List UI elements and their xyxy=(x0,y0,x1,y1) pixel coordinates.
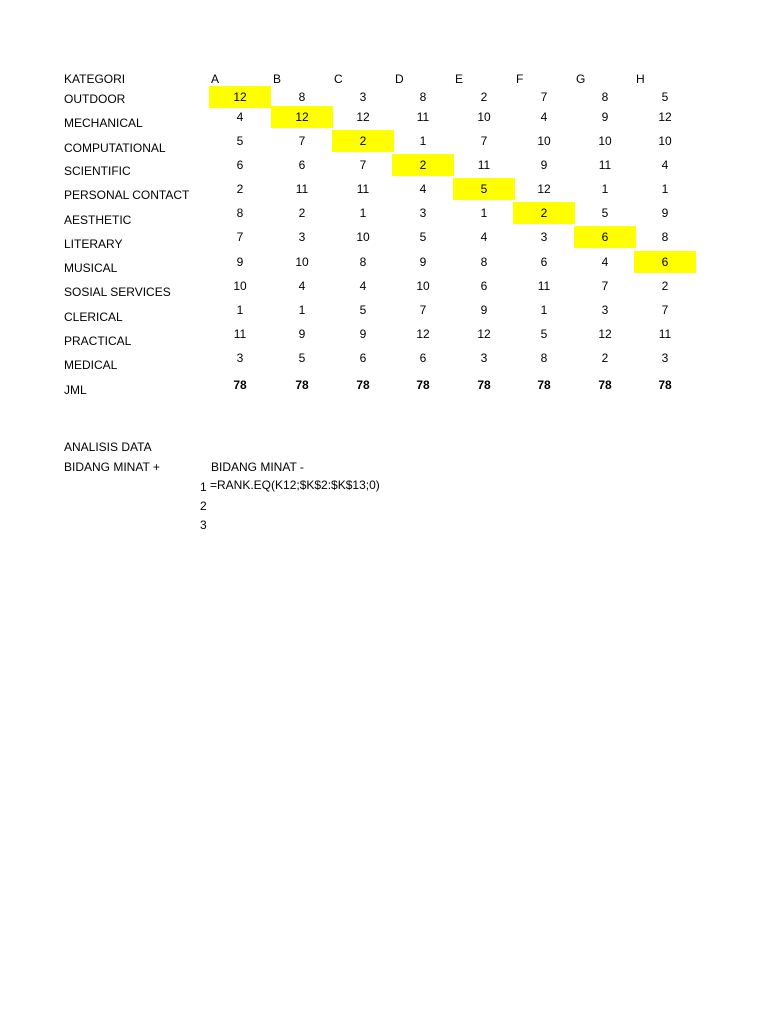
highlighted-cell[interactable]: 12 xyxy=(271,106,333,128)
table-cell[interactable]: 3 xyxy=(298,230,306,244)
table-cell[interactable]: 5 xyxy=(661,90,669,104)
rank-formula-cell[interactable]: =RANK.EQ(K12;$K$2:$K$13;0) xyxy=(210,478,380,492)
table-cell[interactable]: 3 xyxy=(419,206,427,220)
table-cell[interactable]: 8 xyxy=(298,90,306,104)
table-cell[interactable]: 10 xyxy=(356,230,370,244)
table-cell[interactable]: 10 xyxy=(233,279,247,293)
column-header-e: E xyxy=(455,72,464,86)
total-cell[interactable]: 78 xyxy=(416,378,430,392)
table-cell[interactable]: 12 xyxy=(477,327,491,341)
table-cell[interactable]: 4 xyxy=(661,158,669,172)
column-header-d: D xyxy=(395,72,404,86)
table-cell[interactable]: 4 xyxy=(359,279,367,293)
table-cell[interactable]: 7 xyxy=(298,134,306,148)
table-cell[interactable]: 4 xyxy=(540,110,548,124)
highlighted-cell[interactable]: 12 xyxy=(209,86,271,108)
table-cell[interactable]: 10 xyxy=(477,110,491,124)
table-cell[interactable]: 11 xyxy=(658,327,672,341)
table-cell[interactable]: 1 xyxy=(480,206,488,220)
column-header-f: F xyxy=(516,72,524,86)
table-cell[interactable]: 9 xyxy=(298,327,306,341)
table-cell[interactable]: 1 xyxy=(236,303,244,317)
table-cell[interactable]: 6 xyxy=(298,158,306,172)
table-cell[interactable]: 10 xyxy=(416,279,430,293)
table-cell[interactable]: 9 xyxy=(661,206,669,220)
row-label: LITERARY xyxy=(64,237,123,251)
row-label: OUTDOOR xyxy=(64,92,126,106)
row-label: SOSIAL SERVICES xyxy=(64,285,171,299)
table-cell[interactable]: 4 xyxy=(419,182,427,196)
table-cell[interactable]: 8 xyxy=(601,90,609,104)
table-cell[interactable]: 11 xyxy=(416,110,430,124)
table-cell[interactable]: 7 xyxy=(359,158,367,172)
table-cell[interactable]: 11 xyxy=(233,327,247,341)
table-cell[interactable]: 4 xyxy=(480,230,488,244)
highlighted-cell[interactable]: 5 xyxy=(453,178,515,200)
table-cell[interactable]: 9 xyxy=(236,255,244,269)
column-header-b: B xyxy=(273,72,282,86)
highlighted-cell[interactable]: 6 xyxy=(634,251,696,273)
table-cell[interactable]: 1 xyxy=(419,134,427,148)
table-cell[interactable]: 6 xyxy=(236,158,244,172)
total-cell[interactable]: 78 xyxy=(233,378,247,392)
analysis-title: ANALISIS DATA xyxy=(64,440,152,454)
rank-number: 2 xyxy=(200,499,207,513)
rank-number: 1 xyxy=(200,480,207,494)
table-cell[interactable]: 9 xyxy=(419,255,427,269)
category-header: KATEGORI xyxy=(64,72,126,86)
table-cell[interactable]: 4 xyxy=(236,110,244,124)
table-cell[interactable]: 2 xyxy=(236,182,244,196)
table-cell[interactable]: 2 xyxy=(298,206,306,220)
row-label: PERSONAL CONTACT xyxy=(64,188,190,202)
bidang-minat-plus-label: BIDANG MINAT + xyxy=(64,460,160,474)
row-label: CLERICAL xyxy=(64,310,123,324)
table-cell[interactable]: 6 xyxy=(540,255,548,269)
table-cell[interactable]: 11 xyxy=(477,158,491,172)
table-cell[interactable]: 12 xyxy=(356,110,370,124)
total-row-label: JML xyxy=(64,383,87,397)
table-cell[interactable]: 2 xyxy=(661,279,669,293)
table-cell[interactable]: 1 xyxy=(359,206,367,220)
table-cell[interactable]: 11 xyxy=(356,182,370,196)
table-cell[interactable]: 2 xyxy=(480,90,488,104)
table-cell[interactable]: 7 xyxy=(236,230,244,244)
table-cell[interactable]: 11 xyxy=(537,279,551,293)
table-cell[interactable]: 1 xyxy=(540,303,548,317)
table-cell[interactable]: 1 xyxy=(601,182,609,196)
table-cell[interactable]: 10 xyxy=(295,255,309,269)
total-cell[interactable]: 78 xyxy=(598,378,612,392)
total-cell[interactable]: 78 xyxy=(477,378,491,392)
table-cell[interactable]: 9 xyxy=(540,158,548,172)
bidang-minat-minus-label: BIDANG MINAT - xyxy=(211,460,304,474)
table-cell[interactable]: 9 xyxy=(601,110,609,124)
rank-number: 3 xyxy=(200,518,207,532)
table-cell[interactable]: 3 xyxy=(359,90,367,104)
column-header-g: G xyxy=(576,72,586,86)
highlighted-cell[interactable]: 2 xyxy=(332,130,394,152)
row-label: SCIENTIFIC xyxy=(64,164,131,178)
row-label: COMPUTATIONAL xyxy=(64,141,166,155)
table-cell[interactable]: 8 xyxy=(236,206,244,220)
row-label: MEDICAL xyxy=(64,358,118,372)
table-cell[interactable]: 3 xyxy=(601,303,609,317)
table-cell[interactable]: 4 xyxy=(298,279,306,293)
total-cell[interactable]: 78 xyxy=(658,378,672,392)
table-cell[interactable]: 7 xyxy=(540,90,548,104)
table-cell[interactable]: 10 xyxy=(598,134,612,148)
table-cell[interactable]: 6 xyxy=(480,279,488,293)
table-cell[interactable]: 8 xyxy=(480,255,488,269)
column-header-h: H xyxy=(636,72,645,86)
table-cell[interactable]: 7 xyxy=(419,303,427,317)
column-header-a: A xyxy=(211,72,220,86)
table-cell[interactable]: 12 xyxy=(416,327,430,341)
table-cell[interactable]: 12 xyxy=(537,182,551,196)
column-header-c: C xyxy=(334,72,343,86)
table-cell[interactable]: 8 xyxy=(540,351,548,365)
table-cell[interactable]: 3 xyxy=(661,351,669,365)
highlighted-cell[interactable]: 2 xyxy=(392,154,454,176)
table-cell[interactable]: 6 xyxy=(359,351,367,365)
table-cell[interactable]: 5 xyxy=(601,206,609,220)
total-cell[interactable]: 78 xyxy=(295,378,309,392)
table-cell[interactable]: 5 xyxy=(236,134,244,148)
highlighted-cell[interactable]: 2 xyxy=(513,202,575,224)
table-cell[interactable]: 6 xyxy=(419,351,427,365)
table-cell[interactable]: 12 xyxy=(658,110,672,124)
table-cell[interactable]: 7 xyxy=(661,303,669,317)
row-label: MECHANICAL xyxy=(64,116,143,130)
table-cell[interactable]: 5 xyxy=(540,327,548,341)
table-cell[interactable]: 3 xyxy=(236,351,244,365)
table-cell[interactable]: 9 xyxy=(359,327,367,341)
total-cell[interactable]: 78 xyxy=(537,378,551,392)
table-cell[interactable]: 2 xyxy=(601,351,609,365)
row-label: PRACTICAL xyxy=(64,334,132,348)
table-cell[interactable]: 3 xyxy=(540,230,548,244)
table-cell[interactable]: 8 xyxy=(661,230,669,244)
table-cell[interactable]: 11 xyxy=(295,182,309,196)
table-cell[interactable]: 12 xyxy=(598,327,612,341)
table-cell[interactable]: 1 xyxy=(661,182,669,196)
table-cell[interactable]: 5 xyxy=(298,351,306,365)
total-cell[interactable]: 78 xyxy=(356,378,370,392)
table-cell[interactable]: 11 xyxy=(598,158,612,172)
table-cell[interactable]: 7 xyxy=(601,279,609,293)
table-cell[interactable]: 10 xyxy=(658,134,672,148)
table-cell[interactable]: 8 xyxy=(359,255,367,269)
table-cell[interactable]: 10 xyxy=(537,134,551,148)
table-cell[interactable]: 5 xyxy=(419,230,427,244)
row-label: AESTHETIC xyxy=(64,213,132,227)
table-cell[interactable]: 4 xyxy=(601,255,609,269)
table-cell[interactable]: 8 xyxy=(419,90,427,104)
table-cell[interactable]: 5 xyxy=(359,303,367,317)
highlighted-cell[interactable]: 6 xyxy=(574,226,636,248)
table-cell[interactable]: 7 xyxy=(480,134,488,148)
row-label: MUSICAL xyxy=(64,261,118,275)
table-cell[interactable]: 9 xyxy=(480,303,488,317)
table-cell[interactable]: 1 xyxy=(298,303,306,317)
table-cell[interactable]: 3 xyxy=(480,351,488,365)
